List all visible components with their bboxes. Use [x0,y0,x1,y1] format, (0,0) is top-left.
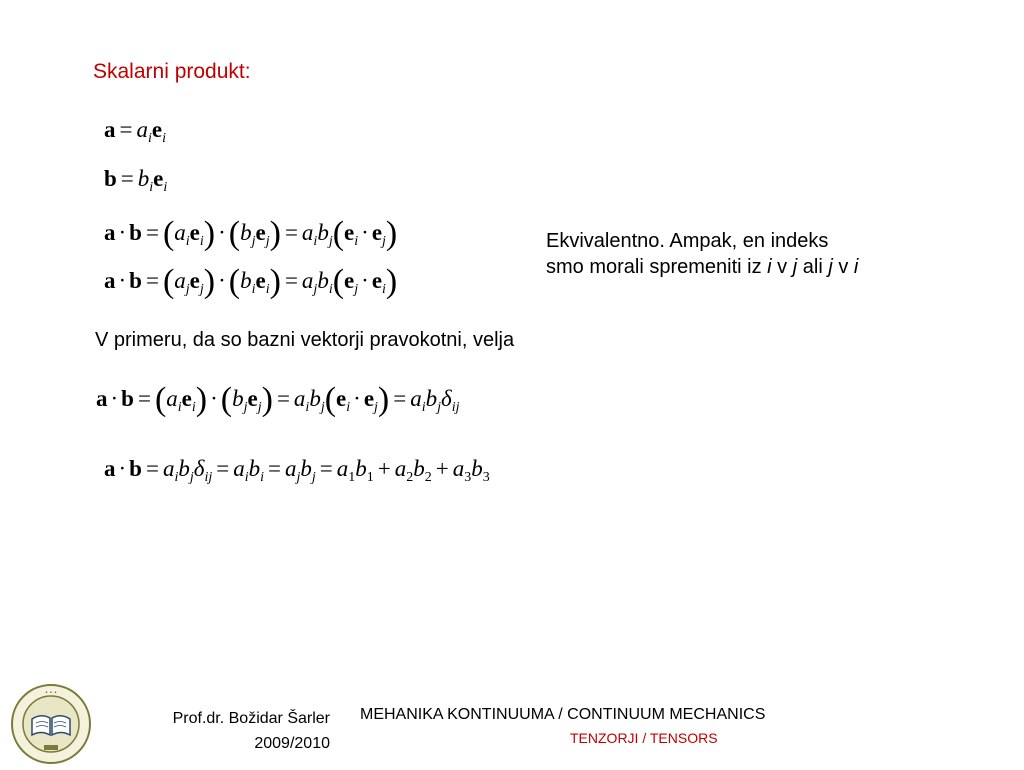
note-v-1: v [771,256,793,278]
equation-component-sum: $a \cdot b = a_ib_j\delta_{ij} = a_ib_i = a_jb_j = a_1b_1 + a_2b_2 + a_3b_3$ [104,456,490,485]
equation-kronecker-delta: $a \cdot b = (a_ie_i) \cdot(b_je_j) = a_ib_j(e_i \cdot e_j) = a_ib_j\delta_{ij}$ [96,381,460,418]
svg-text:• • •: • • • [44,690,58,696]
university-logo [10,683,92,765]
footer-author-block [120,706,330,756]
university-seal-icon [10,683,92,765]
note-v-2: v [832,256,854,278]
equation-a-definition: $a = a_ie_i$ [104,117,166,146]
course-title: MEHANIKA KONTINUUMA / CONTINUUM MECHANICS [360,706,766,723]
note-line-2-prefix: smo morali spremeniti iz [546,256,768,278]
note-index-j-2: j [828,256,833,278]
equation-b-definition: $b = b_ie_i$ [104,166,168,195]
equation-dot-product-ji: $a \cdot b = (a_je_j) \cdot(b_ie_i) = a_jb_i(e_j \cdot e_i)$ [104,263,398,300]
note-ali: ali [797,256,829,278]
equation-dot-product-ij: $a \cdot b = (a_ie_i) \cdot(b_je_j) = a_ib_j(e_i \cdot e_j)$ [104,215,398,252]
orthogonal-basis-sentence: V primeru, da so bazni vektorji pravokotni, velja [95,329,515,351]
note-index-i-1: i [767,256,772,278]
equivalence-note [546,228,1016,280]
note-index-i-2: i [853,256,859,278]
author-name: Prof.dr. Božidar Šarler [172,710,330,727]
academic-year: 2009/2010 [254,735,330,752]
note-index-j-1: j [792,256,798,278]
note-line-1: Ekvivalentno. Ampak, en indeks [546,230,829,252]
note-line-2 [546,254,1016,280]
slide-title: Skalarni produkt: [93,60,251,83]
chapter-subtitle: TENZORJI / TENSORS [570,730,718,746]
